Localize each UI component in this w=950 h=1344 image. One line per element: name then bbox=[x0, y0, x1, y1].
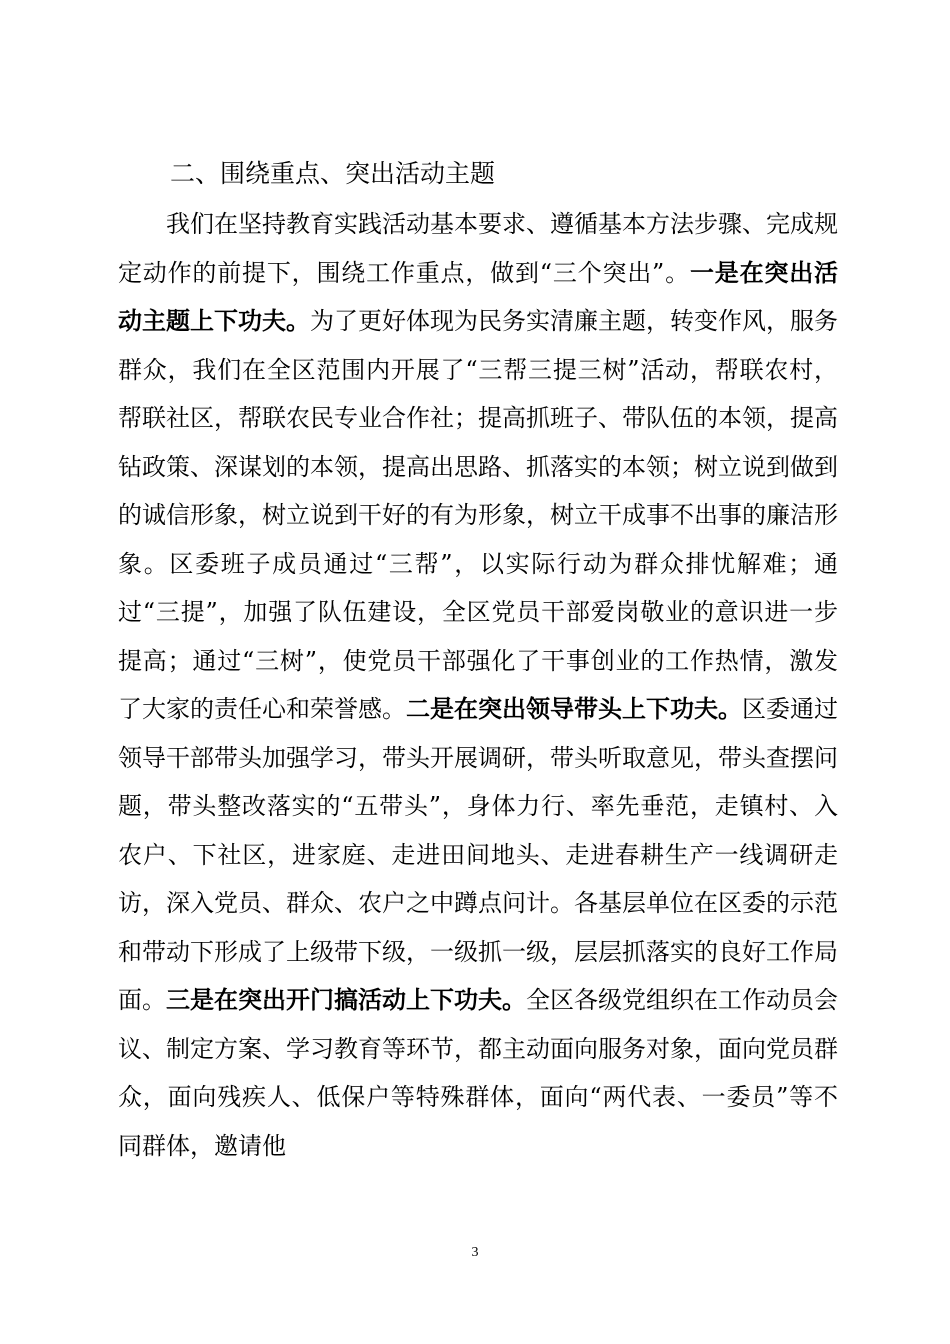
paragraph-run-bold: 一是在突出活动主题上下功夫。 bbox=[118, 258, 838, 335]
paragraph-run: 我们在坚持教育实践活动基本要求、遵循基本方法步骤、完成规定动作的前提下，围绕工作重点，做到“三个突出”。 bbox=[118, 210, 838, 287]
paragraph-run: 全区各级党组织在工作动员会议、制定方案、学习教育等环节，都主动面向服务对象，面向党员群众，面向残疾人、低保户等特殊群体，面向“两代表、一委员”等不同群体，邀请他 bbox=[118, 986, 838, 1160]
paragraph-run-bold: 三是在突出开门搞活动上下功夫。 bbox=[166, 986, 526, 1014]
paragraph-run: 为了更好体现为民务实清廉主题，转变作风，服务群众，我们在全区范围内开展了“三帮三提三树”活动，帮联农村，帮联社区，帮联农民专业合作社；提高抓班子、带队伍的本领，提高钻政策、深谋划的本领，提高出思路、抓落实的本领；树立说到做到的诚信形象，树立说到干好的有为形象，树立干成事不出事的廉洁形象。区委班子成员通过“三帮”，以实际行动为群众排忧解难；通过“三提”，加强了队伍建设，全区党员干部爱岗敬业的意识进一步提高；通过“三树”，使党员干部强化了干事创业的工作热情，激发了大家的责任心和荣誉感。 bbox=[118, 307, 838, 723]
page-number: 3 bbox=[471, 1245, 479, 1260]
paragraph-run: 区委通过领导干部带头加强学习，带头开展调研，带头听取意见，带头查摆问题，带头整改落实的“五带头”，身体力行、率先垂范，走镇村、入农户、下社区，进家庭、走进田间地头、走进春耕生产一线调研走访，深入党员、群众、农户之中蹲点问计。各基层单位在区委的示范和带动下形成了上级带下级，一级抓一级，层层抓落实的良好工作局面。 bbox=[118, 695, 838, 1014]
section-heading: 二、围绕重点、突出活动主题 bbox=[170, 159, 496, 188]
body-paragraph bbox=[118, 200, 838, 1170]
paragraph-run-bold: 二是在突出领导带头上下功夫。 bbox=[406, 695, 742, 723]
